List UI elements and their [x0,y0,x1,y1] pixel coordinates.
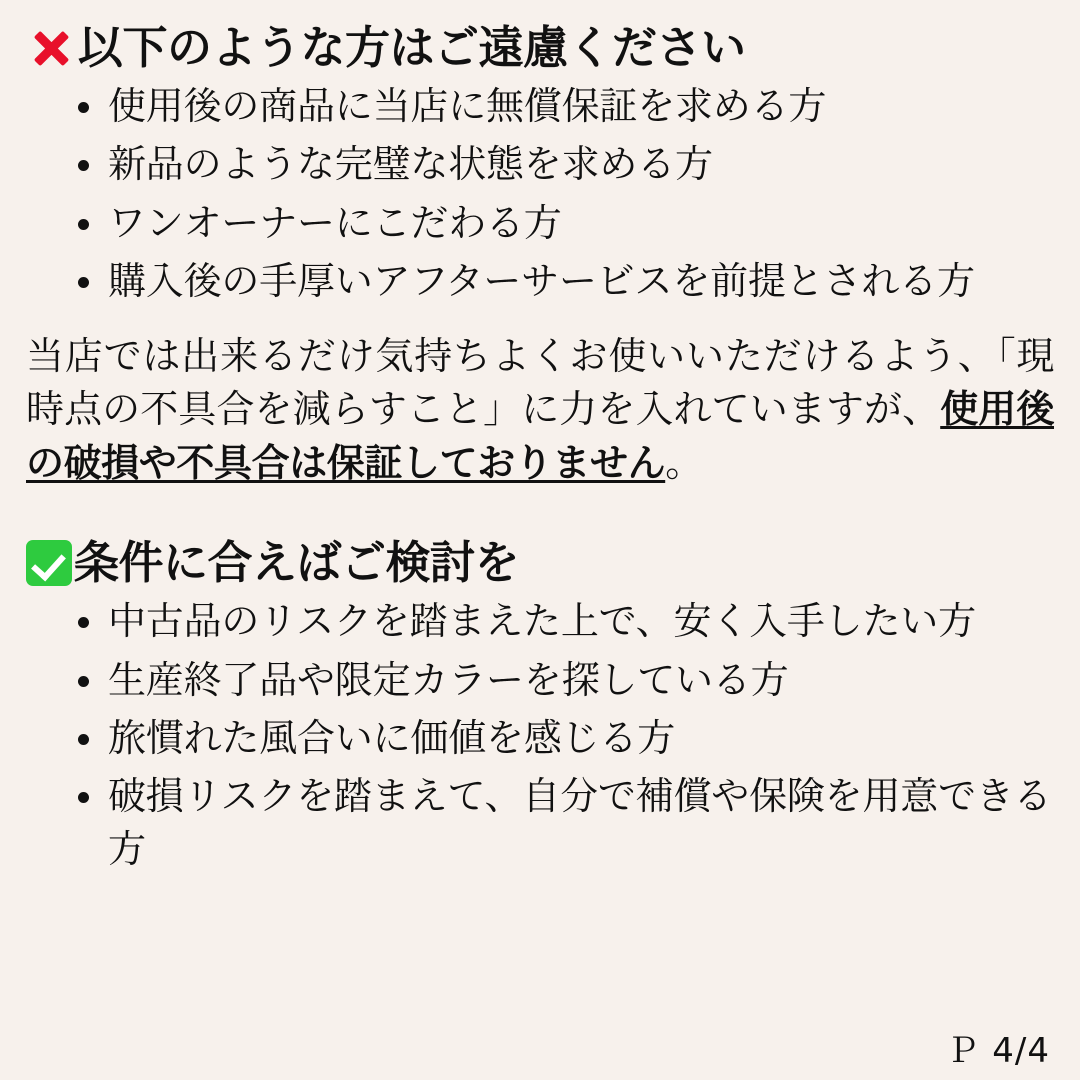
list-item: 生産終了品や限定カラーを探している方 [70,654,1054,706]
section-heading-consider [26,537,1054,589]
policy-paragraph-lead: 当店では出来るだけ気持ちよくお使いいただけるよう、「現時点の不具合を減らすこと」に力を入れていますが、 [26,333,1054,432]
section-heading-consider-text: 条件に合えばご検討を [74,536,520,590]
green-check-mark-icon [26,540,72,586]
list-item: 破損リスクを踏まえて、自分で補償や保険を用意できる方 [70,770,1054,875]
list-item: 使用後の商品に当店に無償保証を求める方 [70,80,1054,132]
section-heading-avoid-text: 以下のような方はご遠慮ください [78,21,746,74]
section-heading-avoid [26,22,1054,74]
list-item: 購入後の手厚いアフターサービスを前提とされる方 [70,255,1054,307]
avoid-list [26,80,1054,308]
section-spacer [26,491,1054,537]
policy-paragraph-tail: 。 [665,441,703,486]
page-number: Ｐ 4/4 [945,1031,1050,1071]
list-item: 新品のような完璧な状態を求める方 [70,138,1054,190]
list-item: 旅慣れた風合いに価値を感じる方 [70,712,1054,764]
policy-paragraph [26,330,1054,492]
list-item: 中古品のリスクを踏まえた上で、安く入手したい方 [70,595,1054,647]
consider-list [26,595,1054,875]
policy-paragraph-emphasis: 使用後の破損や不具合は保証しておりません [26,387,1054,486]
list-item: ワンオーナーにこだわる方 [70,197,1054,249]
red-cross-mark-icon [26,23,76,73]
